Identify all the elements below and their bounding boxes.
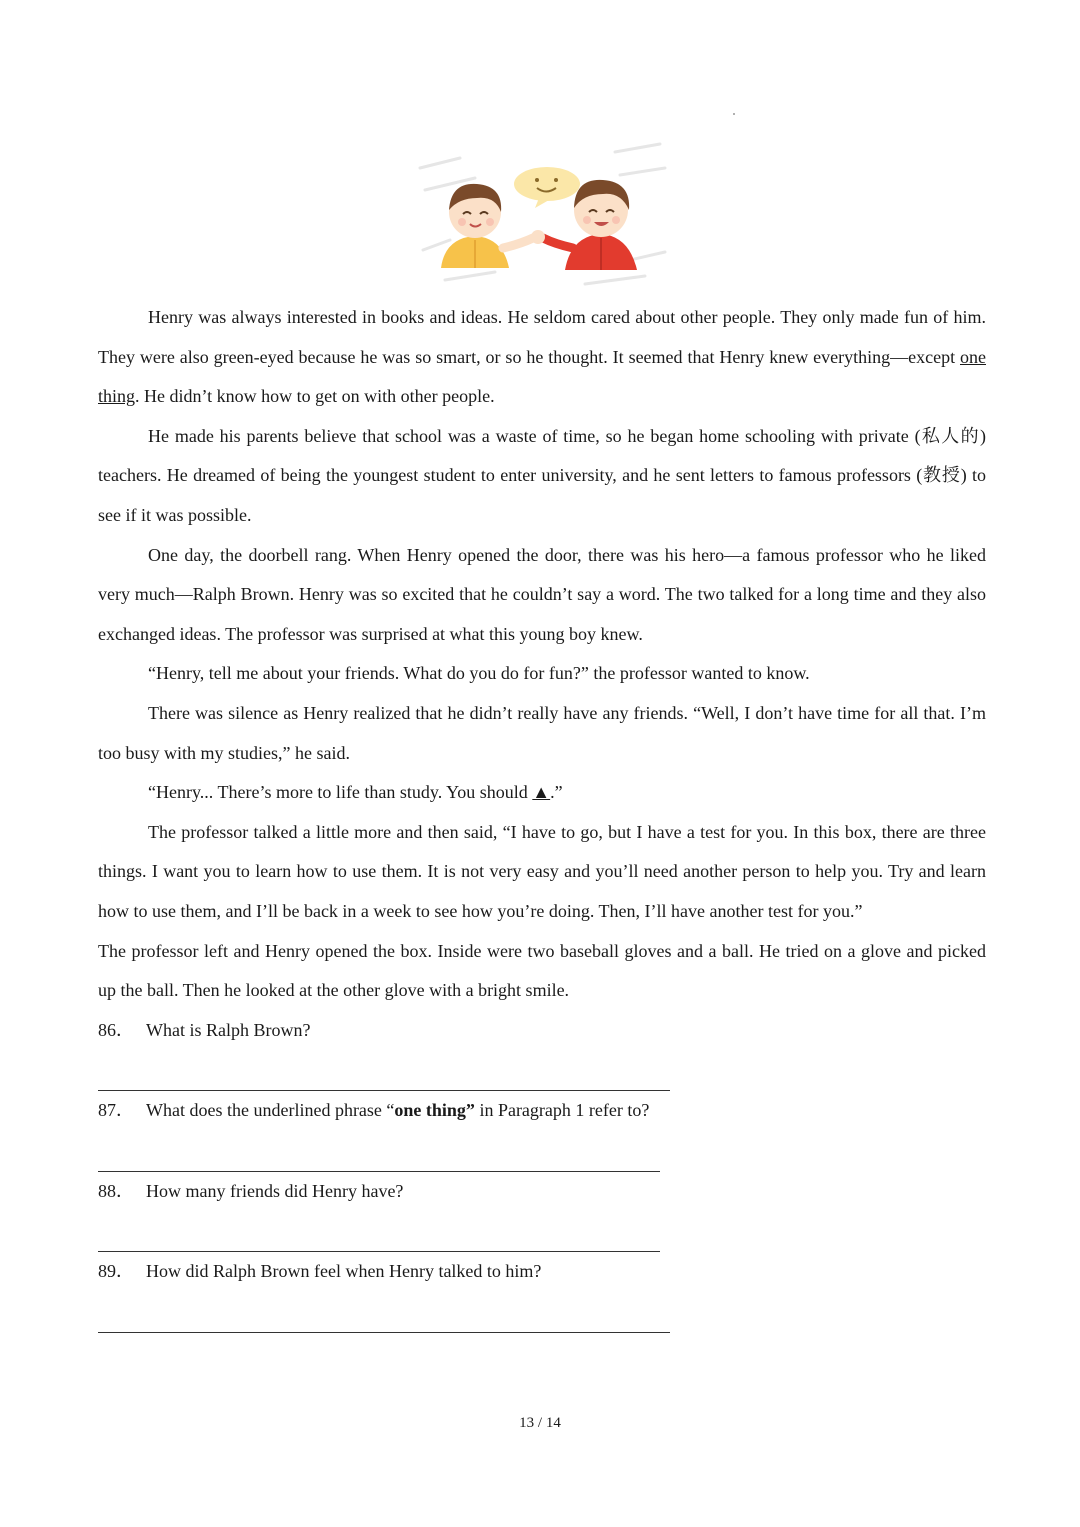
question-86 (98, 1011, 986, 1051)
question-text: How many friends did Henry have? (146, 1180, 404, 1201)
paragraph-4: “Henry, tell me about your friends. What do you do for fun?” the professor wanted to know. (148, 663, 810, 684)
paragraph-6 (98, 773, 986, 813)
question-number: 88． (98, 1180, 134, 1201)
question-text: What is Ralph Brown? (146, 1019, 311, 1040)
paragraph-2: He made his parents believe that school was a waste of time, so he began home schooling with private (私人的) teachers. He dreamed of being the youngest student to enter university, and he sent letters to famous professors (教授) to see if it was possible. (98, 425, 986, 525)
question-number: 86． (98, 1019, 134, 1040)
paragraph-1-end: . He didn’t know how to get on with other people. (135, 386, 495, 407)
paragraph-3: One day, the doorbell rang. When Henry opened the door, there was his hero—a famous professor who he liked very much—Ralph Brown. Henry was so excited that he couldn’t say a word. The two talked for a long time and they also exchanged ideas. The professor was surprised at what this young boy knew. (98, 544, 986, 644)
paragraph-6-end: .” (550, 782, 563, 803)
question-87 (98, 1091, 986, 1131)
page-number: 13 / 14 (519, 1415, 561, 1431)
question-text-start: What does the underlined phrase “ (146, 1100, 395, 1121)
question-number: 89． (98, 1261, 134, 1282)
question-text: How did Ralph Brown feel when Henry talked to him? (146, 1261, 542, 1282)
answer-line-86[interactable] (98, 1050, 670, 1091)
paragraph-7: The professor talked a little more and then said, “I have to go, but I have a test for you. In this box, there are three things. I want you to learn how to use them. It is not very easy and you’ll need another person to help you. Try and learn how to use them, and I’ll be back in a week to see how you’re doing. Then, I’ll have another test for you.” (98, 821, 986, 921)
two-boys-shaking-hands-icon (415, 140, 670, 290)
question-text-end: in Paragraph 1 refer to? (474, 1100, 650, 1121)
underlined-phrase: one thing (98, 346, 986, 407)
paragraph-1-start: Henry was always interested in books and ideas. He seldom cared about other people. They only made fun of him. They were also green-eyed because he was so smart, or so he thought. It seemed that Henry knew everything—except (98, 307, 986, 367)
question-89 (98, 1252, 986, 1292)
question-88 (98, 1172, 986, 1212)
paragraph-5: There was silence as Henry realized that he didn’t really have any friends. “Well, I don’t have time for all that. I’m too busy with my studies,” he said. (98, 702, 986, 763)
question-number: 87． (98, 1100, 134, 1121)
stray-dot (733, 113, 735, 115)
paragraph-1 (98, 298, 986, 417)
blank-triangle-mark: ▲ (532, 782, 551, 803)
paragraph-6-start: “Henry... There’s more to life than study. You should (148, 782, 533, 803)
reading-passage (98, 298, 986, 1333)
paragraph-8: The professor left and Henry opened the box. Inside were two baseball gloves and a ball. He tried on a glove and picked up the ball. Then he looked at the other glove with a bright smile. (98, 940, 986, 1001)
answer-line-88[interactable] (98, 1211, 660, 1252)
answer-line-89[interactable] (98, 1292, 670, 1333)
question-bold-phrase: one thing” (394, 1100, 475, 1121)
answer-line-87[interactable] (98, 1131, 660, 1172)
